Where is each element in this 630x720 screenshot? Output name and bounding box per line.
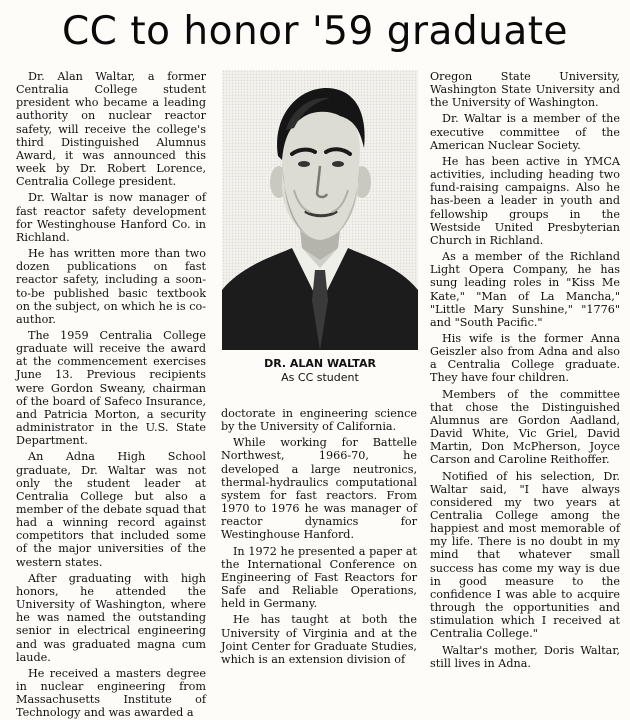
paragraph: He has written more than two dozen publications on fast reactor safety, including a soon-to-be published basic textbook on the subject, on which he is co-author. <box>16 247 206 326</box>
headline: CC to honor '59 graduate <box>61 9 569 54</box>
paragraph: After graduating with high honors, he attended the University of Washington, where he was named the outstanding senior in electrical engineering and was graduated magna cum laude. <box>16 571 206 664</box>
photo-caption-name: DR. ALAN WALTAR <box>264 357 376 370</box>
paragraph: While working for Battelle Northwest, 1966-70, he developed a large neutronics, thermal-hydraulics computational system for fast reactors. From 1970 to 1976 he was manager of reactor dynamics for Westinghouse Hanford. <box>221 436 417 542</box>
paragraph: Members of the committee that chose the Distinguished Alumnus are Gordon Aadland, David White, Vic Griel, David Martin, Don McPherson, Joyce Carson and Caroline Reithoffer. <box>430 387 620 467</box>
paragraph: Notified of his selection, Dr. Waltar said, "I have always considered my two years at Centralia College among the happiest and most memorable of my life. There is no doubt in my mind that whatever small success has come my way is due in good measure to the confidence I was able to acquire through the opportunities and stimulation which I received at Centralia College." <box>430 469 620 641</box>
paragraph: Waltar's mother, Doris Waltar, still lives in Adna. <box>430 643 620 670</box>
paragraph: doctorate in engineering science by the University of California. <box>221 407 417 434</box>
paragraph: Dr. Waltar is a member of the executive committee of the American Nuclear Society. <box>430 112 620 152</box>
portrait-photo <box>222 70 418 350</box>
paragraph: Oregon State University, Washington State University and the University of Washington. <box>430 70 620 110</box>
article-column-1 <box>16 70 206 720</box>
paragraph: An Adna High School graduate, Dr. Waltar was not only the student leader at Centralia College but also a member of the debate squad that had a winning record against competitors that included some of the major universities of the western states. <box>16 450 206 569</box>
paragraph: Dr. Alan Waltar, a former Centralia College student president who became a leading authority on nuclear reactor safety, will receive the college's third Distinguished Alumnus Award, it was announced this week by Dr. Robert Lorence, Centralia College president. <box>16 70 206 189</box>
photo-caption-subtitle: As CC student <box>281 371 359 384</box>
paragraph: As a member of the Richland Light Opera Company, he has sung leading roles in "Kiss Me Kate," "Man of La Mancha," "Little Mary Sunshine," "1776" and "South Pacific." <box>430 250 620 329</box>
portrait-illustration <box>222 70 418 350</box>
paragraph: He has taught at both the University of Virginia and at the Joint Center for Graduate Studies, which is an extension division of <box>221 613 417 666</box>
paragraph: His wife is the former Anna Geiszler also from Adna and also a Centralia College graduate. They have four children. <box>430 331 620 385</box>
paragraph: Dr. Waltar is now manager of fast reactor safety development for Westinghouse Hanford Co. in Richland. <box>16 191 206 244</box>
paragraph: He has been active in YMCA activities, including heading two fund-raising campaigns. Also he has-been a leader in youth and fellowship groups in the Westside United Presbyterian Church in Richland. <box>430 154 620 247</box>
article-column-3 <box>430 70 620 670</box>
article-column-2 <box>221 407 417 666</box>
paragraph: The 1959 Centralia College graduate will receive the award at the commencement exercises June 13. Previous recipients were Gordon Sweany, chairman of the board of Safeco Insurance, and Patricia Morton, a security administrator in the U.S. State Department. <box>16 328 206 448</box>
paragraph: He received a masters degree in nuclear engineering from Massachusetts Institute of Technology and was awarded a <box>16 666 206 720</box>
paragraph: In 1972 he presented a paper at the International Conference on Engineering of Fast Reactors for Safe and Reliable Operations, held in Germany. <box>221 544 417 611</box>
